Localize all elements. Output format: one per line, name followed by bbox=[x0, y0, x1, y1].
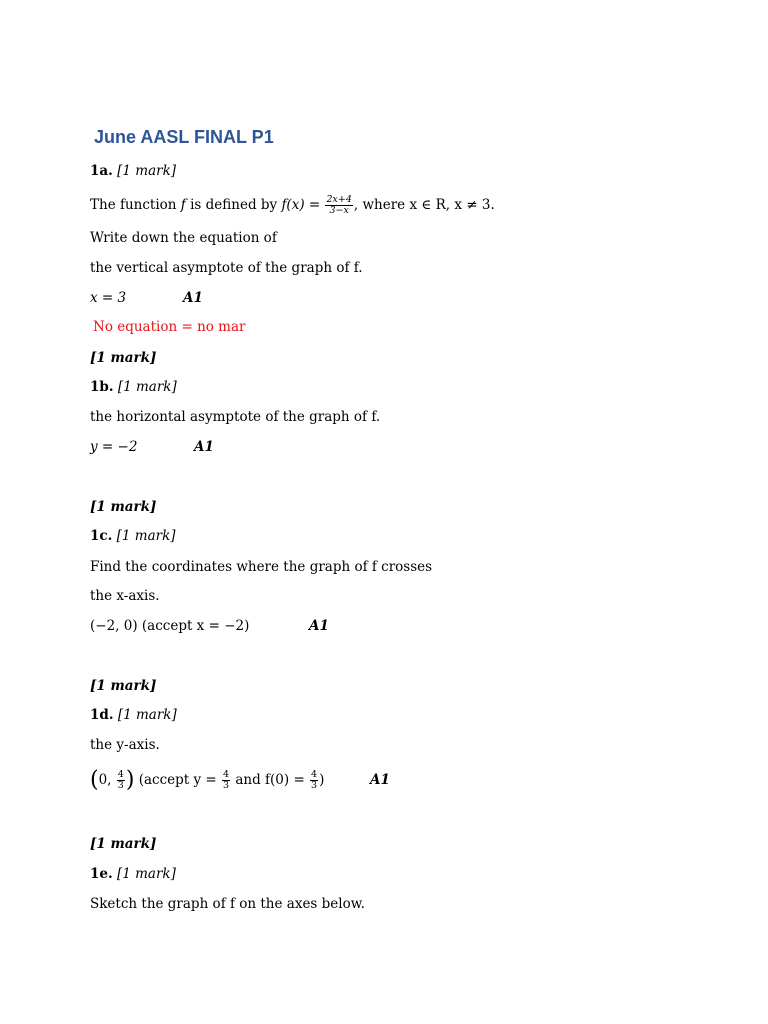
question-1a-line2: the vertical asymptote of the graph of f. bbox=[90, 260, 363, 276]
fraction-numerator: 4 bbox=[117, 769, 124, 780]
paren-close: ) bbox=[125, 767, 135, 793]
stem-text: is defined by bbox=[185, 197, 282, 213]
fraction-numerator: 4 bbox=[223, 769, 230, 780]
question-1a-total: [1 mark] bbox=[90, 350, 157, 366]
question-1a-line1: Write down the equation of bbox=[90, 230, 277, 246]
question-label: 1a. bbox=[90, 163, 113, 179]
question-1d-total: [1 mark] bbox=[90, 836, 157, 852]
accept-fraction-1 bbox=[222, 770, 230, 791]
fraction-denominator: 3 bbox=[311, 780, 318, 791]
question-1d-line1: the y-axis. bbox=[90, 737, 160, 753]
stem-text: The function bbox=[90, 197, 181, 213]
question-1b-answer: y = −2 bbox=[90, 439, 138, 455]
answer-mark-code: A1 bbox=[183, 290, 203, 306]
answer-mark-code: A1 bbox=[194, 439, 214, 455]
stem-text: , where x ∈ R, x ≠ 3. bbox=[353, 197, 495, 213]
question-1b-total: [1 mark] bbox=[90, 499, 157, 515]
question-1c-line1: Find the coordinates where the graph of f crosses bbox=[90, 559, 433, 575]
question-1a-header bbox=[90, 162, 176, 180]
accept-text: and f(0) = bbox=[231, 772, 310, 788]
question-mark-label: [1 mark] bbox=[117, 379, 177, 395]
fraction-denominator: 3−x bbox=[329, 205, 349, 216]
question-1c-line2: the x-axis. bbox=[90, 588, 160, 604]
question-mark-label: [1 mark] bbox=[116, 866, 176, 882]
page-title: June AASL FINAL P1 bbox=[94, 127, 274, 147]
question-1e-line1: Sketch the graph of f on the axes below. bbox=[90, 896, 365, 912]
question-1c-total: [1 mark] bbox=[90, 678, 157, 694]
stem-function-symbol: f bbox=[180, 197, 186, 213]
paren-open: ( bbox=[90, 767, 99, 793]
question-1b-header bbox=[90, 378, 177, 396]
stem-fraction bbox=[325, 195, 352, 216]
question-label: 1c. bbox=[90, 528, 113, 544]
marking-note: No equation = no mar bbox=[93, 319, 246, 335]
answer-mark-code: A1 bbox=[370, 772, 390, 788]
question-label: 1b. bbox=[90, 379, 114, 395]
question-1b-line1: the horizontal asymptote of the graph of f. bbox=[90, 409, 381, 425]
accept-text: (accept y = bbox=[134, 772, 222, 788]
accept-text: ) bbox=[319, 772, 325, 788]
question-1a-answer bbox=[90, 289, 126, 307]
fraction-denominator: 3 bbox=[117, 780, 124, 791]
question-1a-stem bbox=[90, 195, 495, 216]
fraction-numerator: 2x+4 bbox=[326, 194, 352, 205]
question-1c-answer: (−2, 0) (accept x = −2) bbox=[90, 618, 250, 634]
question-1d-header bbox=[90, 706, 177, 724]
fraction-numerator: 4 bbox=[311, 769, 318, 780]
question-mark-label: [1 mark] bbox=[117, 707, 177, 723]
answer-mark-code: A1 bbox=[309, 618, 329, 634]
question-mark-label: [1 mark] bbox=[117, 163, 177, 179]
question-mark-label: [1 mark] bbox=[116, 528, 176, 544]
accept-fraction-2 bbox=[310, 770, 318, 791]
answer-fraction bbox=[117, 770, 125, 791]
answer-text: 0, bbox=[98, 772, 116, 788]
stem-function-expression: f(x) = bbox=[281, 197, 325, 213]
fraction-denominator: 3 bbox=[223, 780, 230, 791]
question-label: 1d. bbox=[90, 707, 114, 723]
question-1e-header bbox=[90, 865, 176, 883]
question-1c-header bbox=[90, 527, 176, 545]
answer-text: x = 3 bbox=[90, 290, 127, 306]
question-1d-answer bbox=[90, 767, 325, 793]
question-label: 1e. bbox=[90, 866, 113, 882]
